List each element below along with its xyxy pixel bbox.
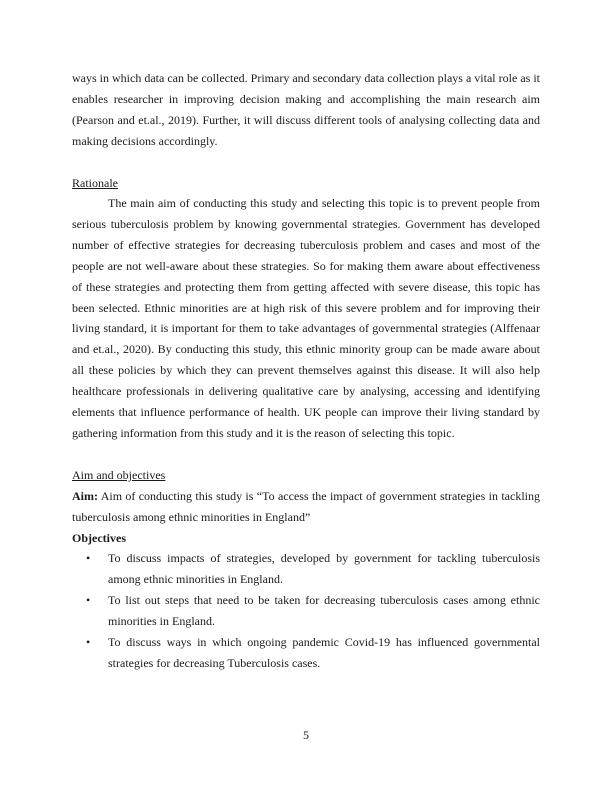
objective-text: To discuss impacts of strategies, developed by government for tackling tuberculosis among ethnic minorities in England. xyxy=(108,551,540,586)
list-item xyxy=(72,590,540,632)
aim-label: Aim: xyxy=(72,489,98,503)
rationale-paragraph: The main aim of conducting this study and selecting this topic is to prevent people from serious tuberculosis problem by knowing governmental strategies. Government has developed number of effective strategies for decreasing tuberculosis problem and cases and most of the people are not well-aware about these strategies. So for making them aware about effectiveness of these strategies and protecting them from getting affected with severe disease, this topic has been selected. Ethnic minorities are at high risk of this severe problem and for improving their living standard, it is important for them to take advantages of governmental strategies (Alffenaar and et.al., 2020). By conducting this study, this ethnic minority group can be made aware about all these policies by which they can prevent themselves against this disease. It will also help healthcare professionals in delivering qualitative care by analysing, accessing and identifying elements that influence performance of health. UK people can improve their living standard by gathering information from this study and it is the reason of selecting this topic. xyxy=(72,196,540,440)
objectives-heading: Objectives xyxy=(72,531,126,545)
objective-text: To list out steps that need to be taken for decreasing tuberculosis cases among ethnic minorities in England. xyxy=(108,592,540,628)
list-item xyxy=(72,632,540,674)
page-number: 5 xyxy=(303,728,309,742)
objective-text: To discuss ways in which ongoing pandemic Covid-19 has influenced governmental strategies for decreasing Tuberculosis cases. xyxy=(108,634,540,670)
aim-text: Aim of conducting this study is “To access the impact of government strategies in tackling tuberculosis among ethnic minorities in England” xyxy=(72,489,540,524)
bullet-icon: • xyxy=(86,634,91,649)
list-item xyxy=(72,548,540,590)
objectives-list xyxy=(72,548,540,673)
rationale-heading: Rationale xyxy=(72,176,118,190)
bullet-icon: • xyxy=(86,592,91,607)
aim-objectives-heading: Aim and objectives xyxy=(72,468,166,482)
bullet-icon: • xyxy=(86,551,91,565)
intro-paragraph: ways in which data can be collected. Primary and secondary data collection plays a vital role as it enables researcher in improving decision making and accomplishing the main research aim (Pearson and et.al., 2019). Further, it will discuss different tools of analysing collecting data and making decisions accordingly. xyxy=(72,71,540,148)
aim-statement xyxy=(72,486,540,528)
